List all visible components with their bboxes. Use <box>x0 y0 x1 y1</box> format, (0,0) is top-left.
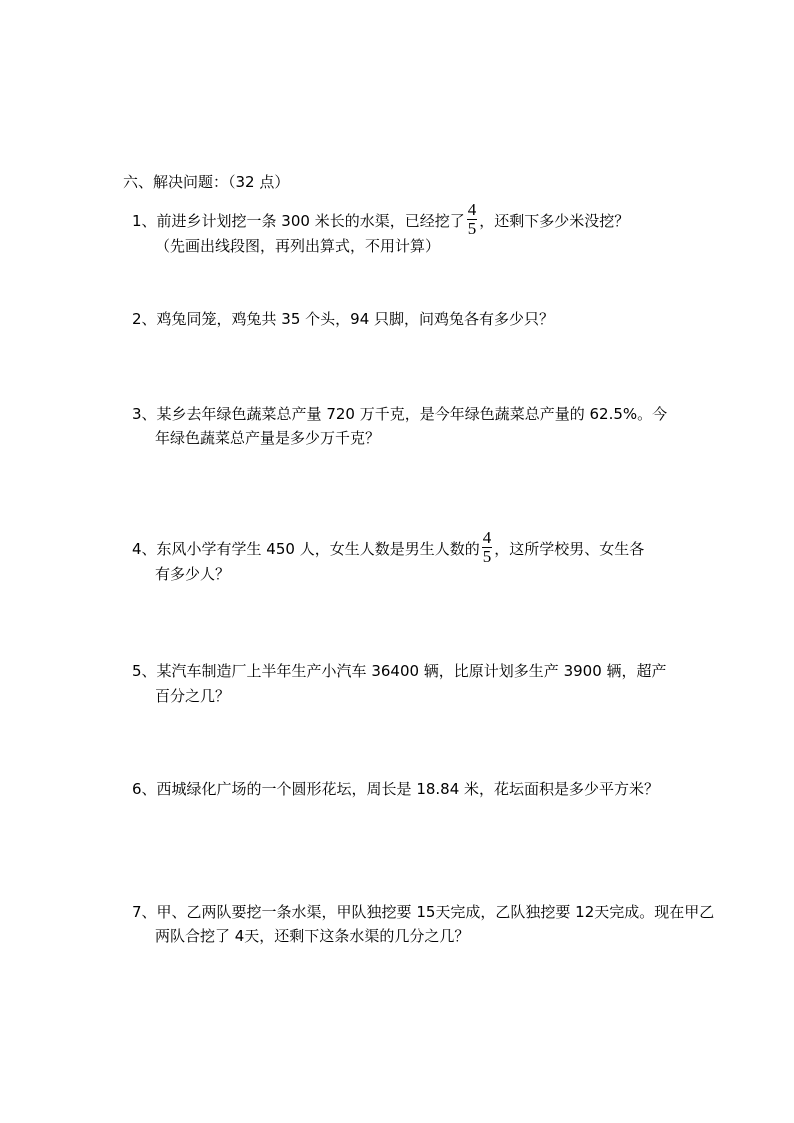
problem-4-text-before: 4、东风小学有学生 450 人，女生人数是男生人数的 <box>132 540 480 558</box>
problem-1-text-after: ，还剩下多少米没挖？ <box>479 212 630 230</box>
problem-6-line-1: 6、西城绿化广场的一个圆形花坛，周长是 18.84 米，花坛面积是多少平方米？ <box>132 780 660 798</box>
problem-1-text-before: 1、前进乡计划挖一条 300 米长的水渠，已经挖了 <box>132 212 465 230</box>
fraction-numerator: 4 <box>482 528 492 547</box>
section-title: 六、解决问题：（32 点） <box>123 173 290 191</box>
fraction-denominator: 5 <box>482 547 492 566</box>
fraction <box>482 529 493 566</box>
fraction-denominator: 5 <box>467 219 477 238</box>
problem-1-line-1 <box>132 200 630 240</box>
problem-5-line-2: 百分之几？ <box>155 687 231 705</box>
problem-2-line-1: 2、鸡兔同笼，鸡兔共 35 个头，94 只脚，问鸡兔各有多少只？ <box>132 310 555 328</box>
problem-3-line-1: 3、某乡去年绿色蔬菜总产量 720 万千克，是今年绿色蔬菜总产量的 62.5%。今 <box>132 405 668 423</box>
problem-7-line-1: 7、甲、乙两队要挖一条水渠，甲队独挖要 15天完成，乙队独挖要 12天完成。现在甲乙 <box>132 903 715 921</box>
problem-4-line-1 <box>132 528 645 568</box>
fraction-numerator: 4 <box>467 200 477 219</box>
problem-4-text-after: ，这所学校男、女生各 <box>494 540 645 558</box>
problem-3-line-2: 年绿色蔬菜总产量是多少万千克？ <box>155 429 381 447</box>
fraction <box>467 201 478 238</box>
problem-1-line-2: （先画出线段图，再列出算式，不用计算） <box>155 237 441 255</box>
problem-4-line-2: 有多少人？ <box>155 565 231 583</box>
problem-5-line-1: 5、某汽车制造厂上半年生产小汽车 36400 辆，比原计划多生产 3900 辆，超产 <box>132 662 667 680</box>
problem-7-line-2: 两队合挖了 4天，还剩下这条水渠的几分之几？ <box>155 927 470 945</box>
